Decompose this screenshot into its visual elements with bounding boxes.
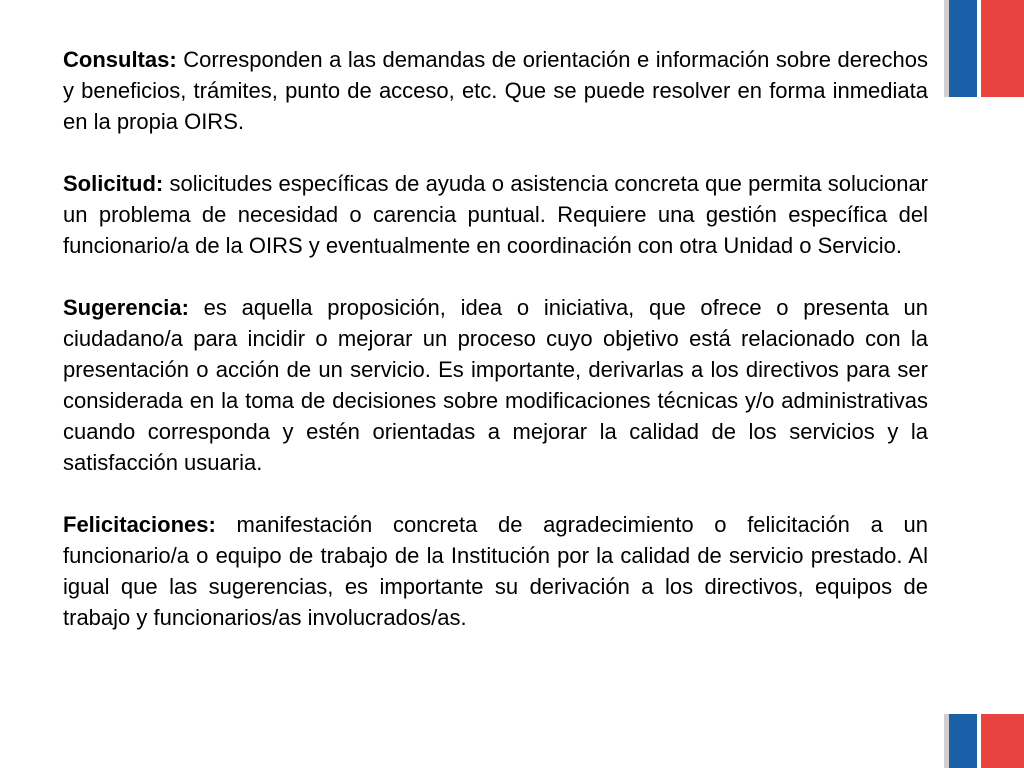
flag-blue-band: [949, 714, 977, 768]
section-term: Solicitud:: [63, 171, 164, 196]
flag-stripe-top: [944, 0, 1024, 97]
section-consultas: [63, 44, 928, 137]
section-term: Consultas:: [63, 47, 177, 72]
flag-stripe-bottom: [944, 714, 1024, 768]
section-text: es aquella proposición, idea o iniciativa, que ofrece o presenta un ciudadano/a para incidir o mejorar un proceso cuyo objetivo está relacionado con la presentación o acción de un servicio. Es importante, derivarlas a los directivos para ser considerada en la toma de decisiones sobre modificaciones técnicas y/o administrativas cuando corresponda y estén orientadas a mejorar la calidad de los servicios y la satisfacción usuaria.: [63, 295, 928, 475]
flag-blue-band: [949, 0, 977, 97]
slide-content: [63, 44, 928, 664]
section-term: Felicitaciones:: [63, 512, 216, 537]
section-text: Corresponden a las demandas de orientación e información sobre derechos y beneficios, trámites, punto de acceso, etc. Que se puede resolver en forma inmediata en la propia OIRS.: [63, 47, 928, 134]
flag-red-band: [981, 0, 1024, 97]
section-text: solicitudes específicas de ayuda o asistencia concreta que permita solucionar un problema de necesidad o carencia puntual. Requiere una gestión específica del funcionario/a de la OIRS y eventualmente en coordinación con otra Unidad o Servicio.: [63, 171, 928, 258]
section-solicitud: [63, 168, 928, 261]
flag-red-band: [981, 714, 1024, 768]
section-sugerencia: [63, 292, 928, 478]
section-text: manifestación concreta de agradecimiento o felicitación a un funcionario/a o equipo de trabajo de la Institución por la calidad de servicio prestado. Al igual que las sugerencias, es importante su derivación a los directivos, equipos de trabajo y funcionarios/as involucrados/as.: [63, 512, 928, 630]
section-felicitaciones: [63, 509, 928, 633]
section-term: Sugerencia:: [63, 295, 189, 320]
